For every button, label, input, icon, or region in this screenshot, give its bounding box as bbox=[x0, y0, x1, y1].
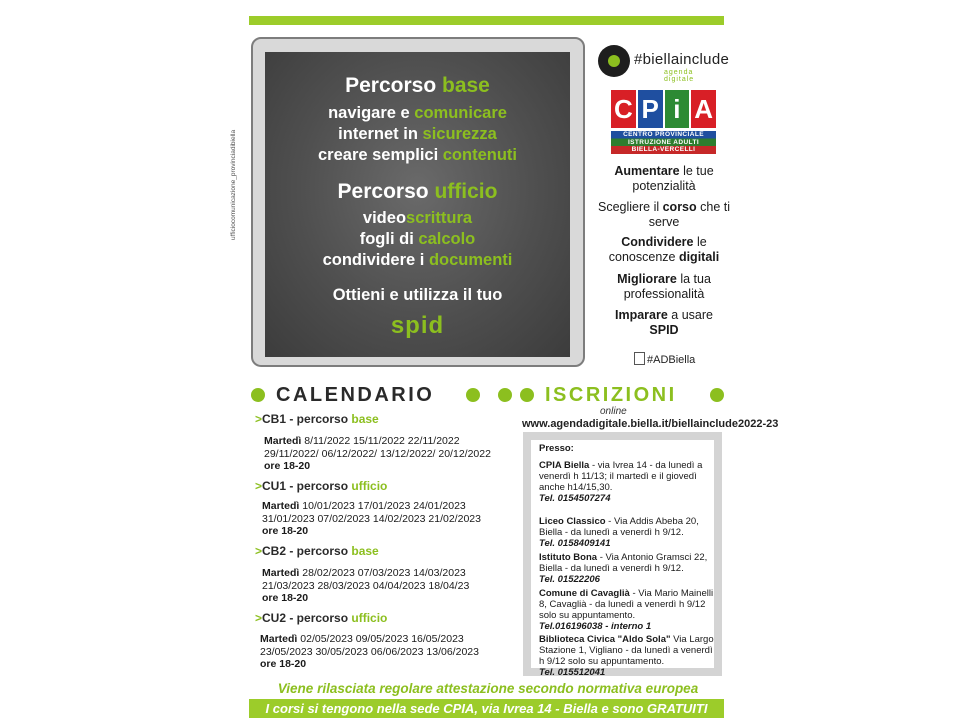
attestation-note: Viene rilasciata regolare attestazione secondo normativa europea bbox=[277, 681, 699, 696]
benefit-item: Condividere le conoscenze digitali bbox=[608, 235, 720, 264]
building-icon bbox=[634, 352, 645, 365]
registration-link[interactable]: www.agendadigitale.biella.it/biellainclude2022-23 bbox=[522, 418, 779, 430]
spid-logo: spid bbox=[390, 312, 445, 339]
biellainclude-circle-icon bbox=[598, 45, 630, 77]
cpia-line: CENTRO PROVINCIALE bbox=[623, 131, 704, 138]
cpia-logo bbox=[611, 90, 716, 154]
online-label: online bbox=[600, 406, 627, 417]
course-dates: Martedì 8/11/2022 15/11/2022 22/11/2022 29/11/2022/ 06/12/2022/ 13/12/2022/ 20/12/2022 ore 18-20 bbox=[264, 435, 491, 472]
board-line: creare semplici contenuti bbox=[318, 146, 517, 164]
course-heading: >CU1 - percorso ufficio bbox=[255, 479, 388, 493]
benefit-item: Scegliere il corso che ti serve bbox=[597, 200, 731, 229]
board-line: navigare e comunicare bbox=[328, 104, 507, 122]
bullet-dot-icon bbox=[520, 388, 534, 402]
location-entry: Istituto Bona - Via Antonio Gramsci 22, Biella - da lunedì a venerdì h 9/12. Tel. 01522206 bbox=[539, 552, 708, 585]
board-line: internet in sicurezza bbox=[338, 125, 497, 143]
location-entry: CPIA Biella - via Ivrea 14 - da lunedì a venerdì h 11/13; il martedì e il giovedì anche h14/15,30. Tel. 0154507274 bbox=[539, 460, 703, 504]
locations-panel bbox=[531, 440, 714, 678]
chalkboard bbox=[265, 52, 570, 357]
course-heading: >CU2 - percorso ufficio bbox=[255, 611, 388, 625]
biellainclude-text: #biellainclude bbox=[634, 51, 730, 68]
cpia-letter: i bbox=[665, 90, 690, 128]
cpia-name-bar bbox=[611, 131, 716, 154]
bullet-dot-icon bbox=[498, 388, 512, 402]
registration-locations-box bbox=[523, 432, 722, 676]
board-line: condividere i documenti bbox=[322, 251, 513, 269]
course-dates: Martedì 10/01/2023 17/01/2023 24/01/2023 31/01/2023 07/02/2023 14/02/2023 21/02/2023 ore 18-20 bbox=[262, 500, 481, 537]
venue-banner: I corsi si tengono nella sede CPIA, via Ivrea 14 - Biella e sono GRATUITI bbox=[249, 699, 724, 718]
board-line: videoscrittura bbox=[362, 209, 473, 227]
adbiella-tag: #ADBiella bbox=[634, 352, 695, 366]
location-entry: Comune di Cavaglià - Via Mario Mainelli 8, Cavaglià - da lunedì a venerdì h 9/12 solo su appuntamento. Tel.016196038 - interno 1 bbox=[539, 588, 714, 632]
course-dates: Martedì 02/05/2023 09/05/2023 16/05/2023 23/05/2023 30/05/2023 06/06/2023 13/06/2023 ore 18-20 bbox=[260, 633, 479, 670]
course-base-title: Percorso base bbox=[345, 74, 490, 97]
cpia-letter: C bbox=[611, 90, 636, 128]
cpia-letter: A bbox=[691, 90, 716, 128]
calendario-title: CALENDARIO bbox=[276, 384, 435, 406]
presso-label: Presso: bbox=[539, 443, 574, 454]
benefit-item: Imparare a usare SPID bbox=[615, 308, 713, 337]
bullet-dot-icon bbox=[466, 388, 480, 402]
location-entry: Biblioteca Civica "Aldo Sola" Via Largo Stazione 1, Vigliano - da lunedì a venerdì h 9/12 solo su appuntamento. Tel. 015512041 bbox=[539, 634, 714, 678]
cpia-line: BIELLA-VERCELLI bbox=[631, 146, 696, 153]
course-ufficio-title: Percorso ufficio bbox=[337, 180, 498, 203]
course-dates: Martedì 28/02/2023 07/03/2023 14/03/2023 21/03/2023 28/03/2023 04/04/2023 18/04/23 ore 18-20 bbox=[262, 567, 470, 604]
top-accent-bar bbox=[249, 16, 724, 25]
iscrizioni-title: ISCRIZIONI bbox=[545, 384, 677, 406]
course-heading: >CB1 - percorso base bbox=[255, 412, 379, 426]
board-line: fogli di calcolo bbox=[359, 230, 476, 248]
course-heading: >CB2 - percorso base bbox=[255, 544, 379, 558]
cpia-letter: P bbox=[638, 90, 663, 128]
cpia-line: ISTRUZIONE ADULTI bbox=[627, 138, 700, 146]
benefit-item: Aumentare le tue potenzialità bbox=[614, 164, 714, 193]
biellainclude-subtitle: agenda digitale bbox=[664, 69, 695, 83]
bullet-dot-icon bbox=[251, 388, 265, 402]
bullet-dot-icon bbox=[710, 388, 724, 402]
biellainclude-logo bbox=[598, 45, 730, 83]
location-entry: Liceo Classico - Via Addis Abeba 20, Biella - da lunedì a venerdì h 9/12. Tel. 0158409141 bbox=[539, 516, 699, 549]
board-line: Ottieni e utilizza il tuo bbox=[332, 286, 503, 304]
benefit-item: Migliorare la tua professionalità bbox=[617, 272, 711, 301]
vertical-credit-text: ufficiocomunicazione_provinciadibiella bbox=[230, 129, 237, 240]
